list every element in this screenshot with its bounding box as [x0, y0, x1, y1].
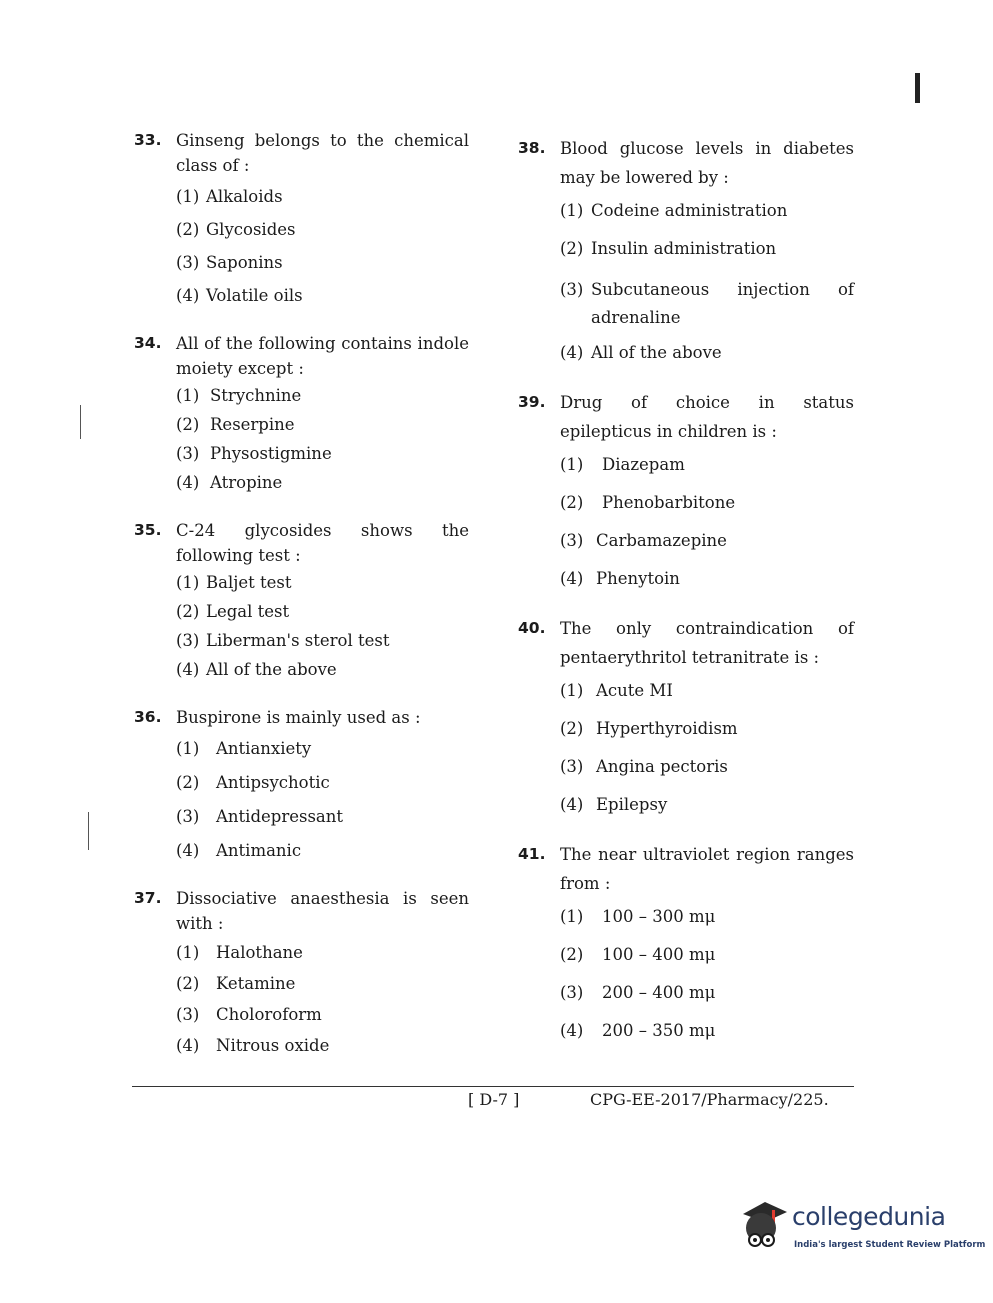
option: (2) Antipsychotic	[176, 773, 330, 792]
option: (3) Antidepressant	[176, 807, 344, 826]
option: (4) Nitrous oxide	[176, 1036, 330, 1055]
option: (3) Carbamazepine	[560, 531, 727, 550]
option: (3) Choloroform	[176, 1005, 322, 1024]
option: (1) Strychnine	[176, 386, 302, 405]
margin-mark	[80, 405, 81, 439]
option: (1) Codeine administration	[560, 201, 788, 220]
question-number: 35.	[134, 521, 162, 539]
logo-tagline: India's largest Student Review Platform	[794, 1240, 986, 1250]
question-35	[134, 518, 469, 681]
option: (2) Glycosides	[176, 220, 296, 239]
paper-code: CPG-EE-2017/Pharmacy/225.	[590, 1090, 829, 1109]
option: (3) 200 – 400 mμ	[560, 983, 716, 1002]
question-37	[134, 886, 469, 1057]
collegedunia-logo[interactable]	[735, 1196, 986, 1261]
question-text: The near ultraviolet region ranges from :	[560, 845, 854, 893]
question-number: 38.	[518, 139, 546, 157]
option: (2) Ketamine	[176, 974, 296, 993]
question-number: 33.	[134, 131, 162, 149]
option: (4) Epilepsy	[560, 795, 668, 814]
question-text: Drug of choice in status epilepticus in children is :	[560, 393, 854, 441]
question-text: C-24 glycosides shows the following test :	[176, 521, 469, 565]
right-question-column	[518, 134, 854, 1066]
option: (4) Antimanic	[176, 841, 302, 860]
question-number: 41.	[518, 845, 546, 863]
option: (3) Angina pectoris	[560, 757, 728, 776]
question-number: 36.	[134, 708, 162, 726]
option: (4) All of the above	[560, 343, 722, 362]
question-text: Ginseng belongs to the chemical class of :	[176, 131, 469, 175]
question-text: The only contraindication of pentaerythritol tetranitrate is :	[560, 619, 854, 667]
option: (2) 100 – 400 mμ	[560, 945, 716, 964]
option: (4) 200 – 350 mμ	[560, 1021, 716, 1040]
option: (3) Liberman's sterol test	[176, 631, 390, 650]
question-33	[134, 128, 469, 307]
option: (1) Diazepam	[560, 455, 685, 474]
option: (1) Alkaloids	[176, 187, 283, 206]
question-text: Buspirone is mainly used as :	[176, 708, 421, 727]
page-number: [ D-7 ]	[468, 1090, 520, 1109]
option: (4) Volatile oils	[176, 286, 303, 305]
logo-wordmark: collegedunia	[792, 1202, 946, 1231]
option: (3) Saponins	[176, 253, 283, 272]
question-number: 37.	[134, 889, 162, 907]
question-number: 40.	[518, 619, 546, 637]
margin-mark	[88, 812, 89, 850]
student-mascot-icon	[735, 1196, 793, 1254]
option: (1) Halothane	[176, 943, 303, 962]
option: (4) Phenytoin	[560, 569, 680, 588]
option: (4) All of the above	[176, 660, 337, 679]
question-38	[518, 134, 854, 364]
question-34	[134, 331, 469, 494]
option: (3) Subcutaneous injection of adrenaline	[560, 280, 854, 327]
scan-edge-mark	[915, 73, 920, 103]
option: (1) 100 – 300 mμ	[560, 907, 716, 926]
question-number: 34.	[134, 334, 162, 352]
question-40	[518, 614, 854, 816]
option: (3) Physostigmine	[176, 444, 332, 463]
footer-rule	[132, 1086, 854, 1087]
question-36	[134, 705, 469, 862]
question-text: Blood glucose levels in diabetes may be lowered by :	[560, 139, 854, 187]
question-41	[518, 840, 854, 1042]
option: (2) Reserpine	[176, 415, 295, 434]
left-question-column	[134, 128, 469, 1081]
option: (2) Hyperthyroidism	[560, 719, 738, 738]
question-text: All of the following contains indole moiety except :	[176, 334, 469, 378]
option: (2) Insulin administration	[560, 239, 777, 258]
question-text: Dissociative anaesthesia is seen with :	[176, 889, 469, 933]
option: (2) Phenobarbitone	[560, 493, 736, 512]
question-number: 39.	[518, 393, 546, 411]
option: (1) Acute MI	[560, 681, 673, 700]
option: (1) Antianxiety	[176, 739, 312, 758]
question-39	[518, 388, 854, 590]
option: (2) Legal test	[176, 602, 290, 621]
option: (4) Atropine	[176, 473, 283, 492]
option: (1) Baljet test	[176, 573, 292, 592]
